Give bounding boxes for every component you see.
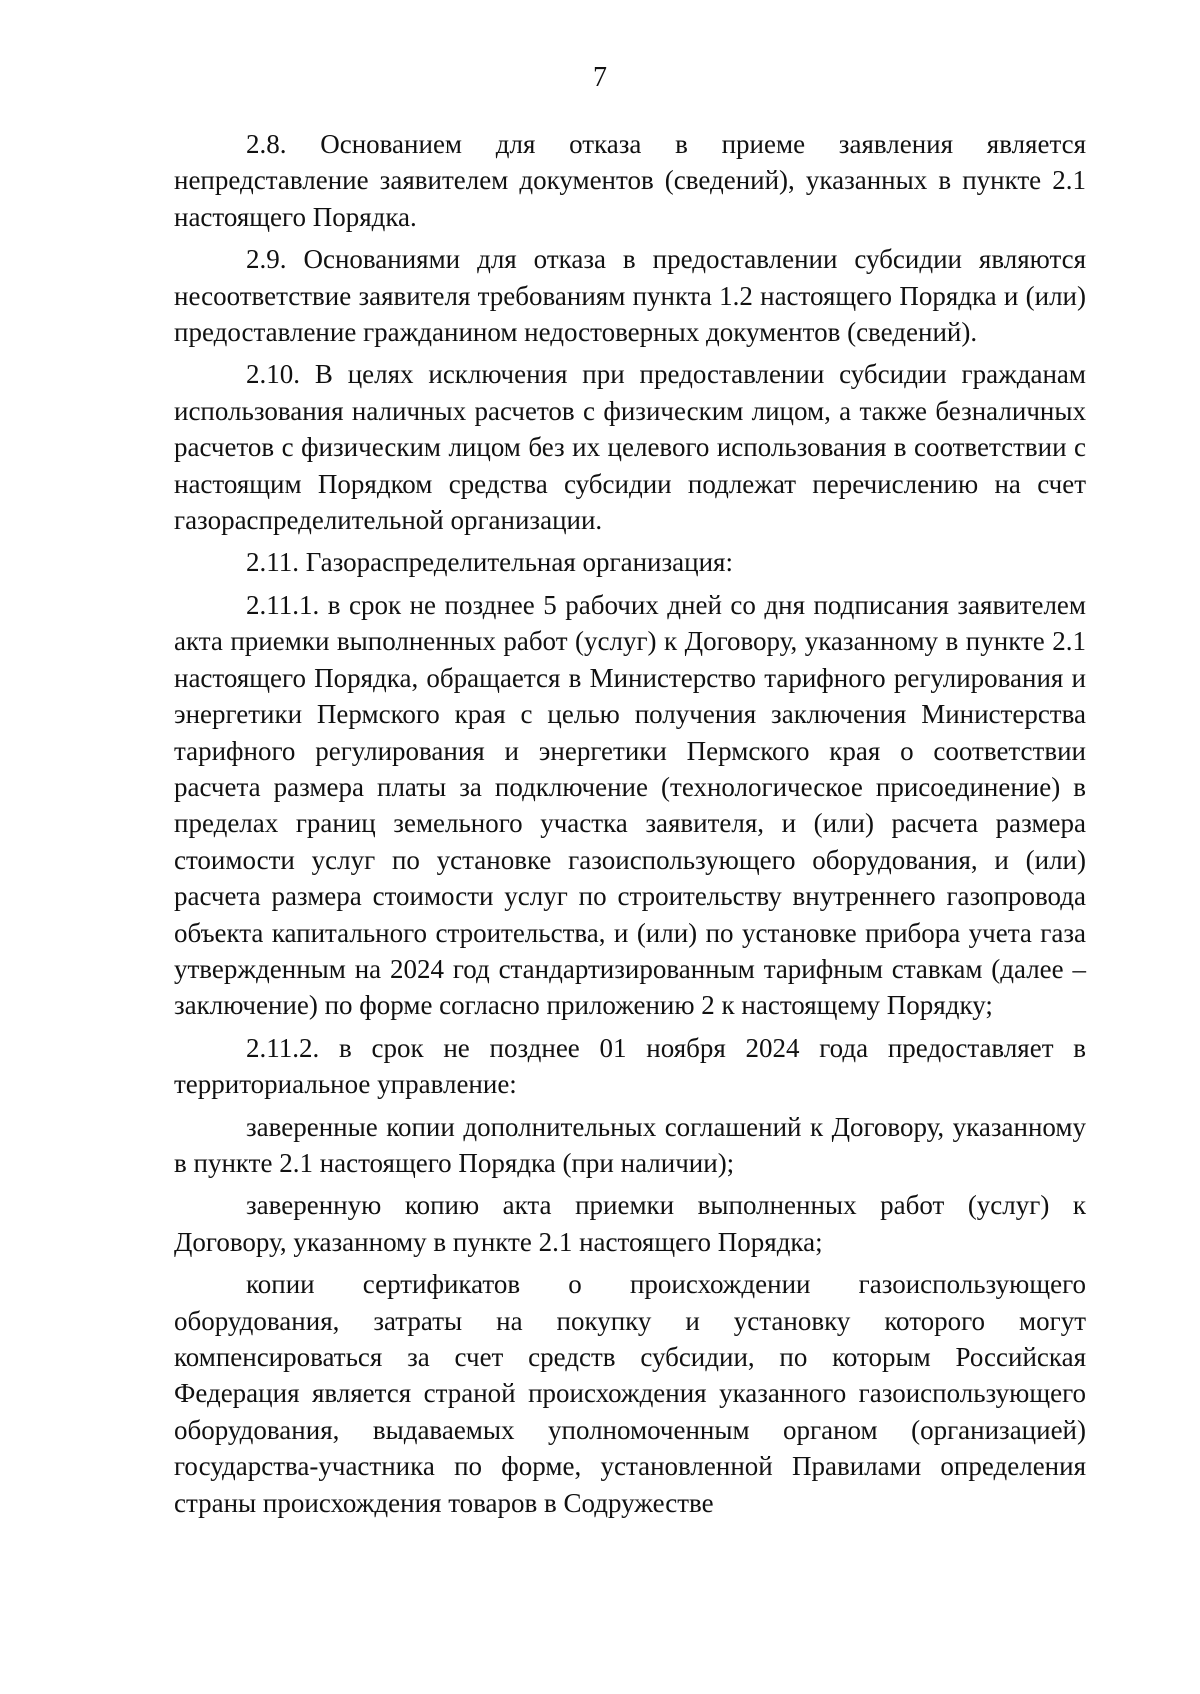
list-item-additional-agreements: заверенные копии дополнительных соглашений к Договору, указанному в пункте 2.1 настоящего Порядка (при наличии); [174,1111,1086,1178]
list-item-acceptance-act: заверенную копию акта приемки выполненных работ (услуг) к Договору, указанному в пункте 2.1 настоящего Порядка; [174,1190,1086,1257]
paragraph-2-11-1: 2.11.1. в срок не позднее 5 рабочих дней со дня подписания заявителем акта приемки выполненных работ (услуг) к Договору, указанному в пункте 2.1 настоящего Порядка, обращается в Министерство тарифного регулирования и энергетики Пермского края с целью получения заключения Министерства тарифного регулирования и энергетики Пермского края о соответствии расчета размера платы за подключение (технологическое присоединение) в пределах границ земельного участка заявителя, и (или) расчета размера стоимости услуг по установке газоиспользующего оборудования, и (или) расчета размера стоимости услуг по строительству внутреннего газопровода объекта капитального строительства, и (или) по установке прибора учета газа утвержденным на 2024 год стандартизированным тарифным ставкам (далее – заключение) по форме согласно приложению 2 к настоящему Порядку; [174,589,1086,1021]
paragraph-2-8: 2.8. Основанием для отказа в приеме заявления является непредставление заявителем документов (сведений), указанных в пункте 2.1 настоящего Порядка. [174,129,1086,232]
document-body [174,126,1086,1527]
paragraph-2-11: 2.11. Газораспределительная организация: [246,547,733,578]
list-item-origin-certificates: копии сертификатов о происхождении газоиспользующего оборудования, затраты на покупку и установку которого могут компенсироваться за счет средств субсидии, по которым Российская Федерация является страной происхождения указанного газоиспользующего оборудования, выдаваемых уполномоченным органом (организацией) государства-участника по форме, установленной Правилами определения страны происхождения товаров в Содружестве [174,1269,1086,1518]
page-number: 7 [593,62,607,93]
paragraph-2-10: 2.10. В целях исключения при предоставлении субсидии гражданам использования наличных расчетов с физическим лицом, а также безналичных расчетов с физическим лицом без их целевого использования в соответствии с настоящим Порядком средства субсидии подлежат перечислению на счет газораспределительной организации. [174,359,1086,536]
paragraph-2-11-2: 2.11.2. в срок не позднее 01 ноября 2024 года предоставляет в территориальное управление: [174,1032,1086,1100]
paragraph-2-9: 2.9. Основаниями для отказа в предоставлении субсидии являются несоответствие заявителя требованиям пункта 1.2 настоящего Порядка и (или) предоставление гражданином недостоверных документов (сведений). [174,244,1086,348]
